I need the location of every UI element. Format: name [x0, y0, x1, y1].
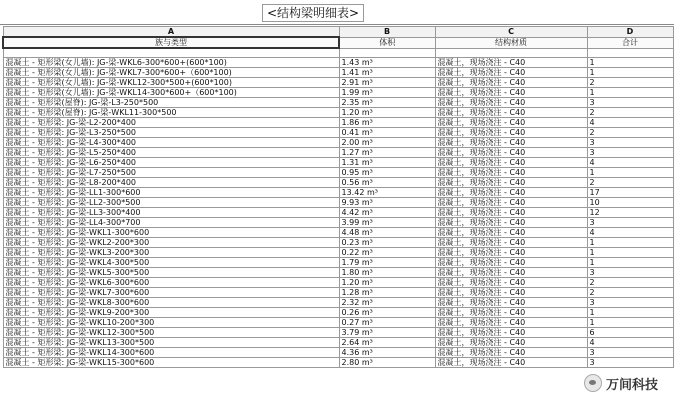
- cell-volume[interactable]: 13.42 m³: [339, 188, 435, 198]
- cell-count[interactable]: 1: [587, 238, 673, 248]
- cell-volume[interactable]: 1.31 m³: [339, 158, 435, 168]
- cell-material[interactable]: 混凝土，现场浇注 - C40: [435, 298, 587, 308]
- table-row[interactable]: [3, 208, 673, 218]
- cell-volume[interactable]: 2.35 m³: [339, 98, 435, 108]
- cell-count[interactable]: 1: [587, 88, 673, 98]
- cell-material[interactable]: 混凝土，现场浇注 - C40: [435, 138, 587, 148]
- cell-family-type[interactable]: 混凝土 - 矩形梁: JG-梁-WKL7-300*600: [3, 288, 339, 298]
- table-row[interactable]: [3, 78, 673, 88]
- cell-family-type[interactable]: 混凝土 - 矩形梁: JG-梁-WKL10-200*300: [3, 318, 339, 328]
- cell-count[interactable]: 12: [587, 208, 673, 218]
- cell-family-type[interactable]: 混凝土 - 矩形梁: JG-梁-L6-250*400: [3, 158, 339, 168]
- table-row[interactable]: [3, 218, 673, 228]
- cell-family-type[interactable]: 混凝土 - 矩形梁: JG-梁-L4-300*400: [3, 138, 339, 148]
- cell-volume[interactable]: 0.26 m³: [339, 308, 435, 318]
- cell-count[interactable]: 3: [587, 358, 673, 368]
- cell-count[interactable]: 2: [587, 108, 673, 118]
- cell-family-type[interactable]: 混凝土 - 矩形梁: JG-梁-WKL6-300*600: [3, 278, 339, 288]
- cell-family-type[interactable]: 混凝土 - 矩形梁: JG-梁-WKL2-200*300: [3, 238, 339, 248]
- schedule-title: <结构梁明细表>: [262, 4, 364, 22]
- table-row[interactable]: [3, 148, 673, 158]
- table-row[interactable]: [3, 58, 673, 68]
- cell-family-type[interactable]: 混凝土 - 矩形梁: JG-梁-WKL1-300*600: [3, 228, 339, 238]
- cell-material[interactable]: 混凝土，现场浇注 - C40: [435, 188, 587, 198]
- cell-count[interactable]: 2: [587, 178, 673, 188]
- table-row[interactable]: [3, 248, 673, 258]
- cell-volume[interactable]: 1.86 m³: [339, 118, 435, 128]
- cell-volume[interactable]: 1.20 m³: [339, 278, 435, 288]
- cell-family-type[interactable]: 混凝土 - 矩形梁: JG-梁-WKL8-300*600: [3, 298, 339, 308]
- cell-material[interactable]: 混凝土，现场浇注 - C40: [435, 268, 587, 278]
- cell-volume[interactable]: 4.48 m³: [339, 228, 435, 238]
- cell-count[interactable]: 4: [587, 118, 673, 128]
- cell-count[interactable]: 1: [587, 248, 673, 258]
- table-row[interactable]: [3, 288, 673, 298]
- table-row[interactable]: [3, 98, 673, 108]
- header-material[interactable]: 结构材质: [435, 37, 587, 48]
- table-row[interactable]: [3, 268, 673, 278]
- cell-material[interactable]: 混凝土，现场浇注 - C40: [435, 58, 587, 68]
- cell-material[interactable]: 混凝土，现场浇注 - C40: [435, 78, 587, 88]
- cell-family-type[interactable]: 混凝土 - 矩形梁: JG-梁-LL2-300*500: [3, 198, 339, 208]
- cell-count[interactable]: 6: [587, 328, 673, 338]
- cell-material[interactable]: 混凝土，现场浇注 - C40: [435, 248, 587, 258]
- cell-family-type[interactable]: 混凝土 - 矩形梁: JG-梁-WKL14-300*600: [3, 348, 339, 358]
- cell-material[interactable]: 混凝土，现场浇注 - C40: [435, 218, 587, 228]
- cell-material[interactable]: 混凝土，现场浇注 - C40: [435, 308, 587, 318]
- table-row[interactable]: [3, 178, 673, 188]
- cell-family-type[interactable]: 混凝土 - 矩形梁(女儿墙): JG-梁-WKL6-300*600+(600*100): [3, 58, 339, 68]
- cell-family-type[interactable]: 混凝土 - 矩形梁: JG-梁-L5-250*400: [3, 148, 339, 158]
- table-row[interactable]: [3, 308, 673, 318]
- wechat-icon: [584, 374, 602, 392]
- table-row[interactable]: [3, 318, 673, 328]
- cell-material[interactable]: 混凝土，现场浇注 - C40: [435, 348, 587, 358]
- cell-count[interactable]: 10: [587, 198, 673, 208]
- cell-count[interactable]: 1: [587, 168, 673, 178]
- cell-material[interactable]: 混凝土，现场浇注 - C40: [435, 158, 587, 168]
- column-letter[interactable]: B: [339, 27, 435, 38]
- cell-count[interactable]: 1: [587, 318, 673, 328]
- cell-family-type[interactable]: 混凝土 - 矩形梁: JG-梁-WKL3-200*300: [3, 248, 339, 258]
- cell-family-type[interactable]: 混凝土 - 矩形梁(屋脊): JG-梁-WKL11-300*500: [3, 108, 339, 118]
- watermark-text: 万间科技: [605, 377, 658, 393]
- table-row[interactable]: [3, 358, 673, 368]
- cell-count[interactable]: 3: [587, 298, 673, 308]
- cell-family-type[interactable]: 混凝土 - 矩形梁: JG-梁-WKL9-200*300: [3, 308, 339, 318]
- cell-volume[interactable]: 3.99 m³: [339, 218, 435, 228]
- cell-count[interactable]: 1: [587, 308, 673, 318]
- table-row[interactable]: [3, 278, 673, 288]
- cell-material[interactable]: 混凝土，现场浇注 - C40: [435, 338, 587, 348]
- cell-volume[interactable]: 2.64 m³: [339, 338, 435, 348]
- cell-material[interactable]: 混凝土，现场浇注 - C40: [435, 178, 587, 188]
- cell-material[interactable]: 混凝土，现场浇注 - C40: [435, 108, 587, 118]
- cell-family-type[interactable]: 混凝土 - 矩形梁: JG-梁-WKL15-300*600: [3, 358, 339, 368]
- table-row[interactable]: [3, 128, 673, 138]
- cell-family-type[interactable]: 混凝土 - 矩形梁: JG-梁-WKL12-300*500: [3, 328, 339, 338]
- table-row[interactable]: [3, 188, 673, 198]
- column-letter[interactable]: C: [435, 27, 587, 38]
- cell-volume[interactable]: 1.99 m³: [339, 88, 435, 98]
- table-row[interactable]: [3, 168, 673, 178]
- cell-count[interactable]: 4: [587, 228, 673, 238]
- cell-count[interactable]: 2: [587, 128, 673, 138]
- cell-family-type[interactable]: 混凝土 - 矩形梁(女儿墙): JG-梁-WKL12-300*500+(600*100): [3, 78, 339, 88]
- header-row: [3, 37, 673, 48]
- spacer-cell: [435, 48, 587, 58]
- cell-material[interactable]: 混凝土，现场浇注 - C40: [435, 358, 587, 368]
- cell-material[interactable]: 混凝土，现场浇注 - C40: [435, 318, 587, 328]
- cell-family-type[interactable]: 混凝土 - 矩形梁: JG-梁-L7-250*500: [3, 168, 339, 178]
- cell-material[interactable]: 混凝土，现场浇注 - C40: [435, 228, 587, 238]
- spacer-row: [3, 48, 673, 58]
- cell-family-type[interactable]: 混凝土 - 矩形梁: JG-梁-WKL5-300*500: [3, 268, 339, 278]
- cell-count[interactable]: 2: [587, 278, 673, 288]
- table-row[interactable]: [3, 328, 673, 338]
- cell-count[interactable]: 3: [587, 98, 673, 108]
- table-row[interactable]: [3, 298, 673, 308]
- cell-volume[interactable]: 9.93 m³: [339, 198, 435, 208]
- cell-material[interactable]: 混凝土，现场浇注 - C40: [435, 98, 587, 108]
- watermark: [580, 372, 662, 394]
- cell-volume[interactable]: 0.27 m³: [339, 318, 435, 328]
- cell-volume[interactable]: 1.20 m³: [339, 108, 435, 118]
- cell-volume[interactable]: 4.42 m³: [339, 208, 435, 218]
- cell-family-type[interactable]: 混凝土 - 矩形梁(女儿墙): JG-梁-WKL14-300*600+（600*100): [3, 88, 339, 98]
- cell-material[interactable]: 混凝土，现场浇注 - C40: [435, 238, 587, 248]
- column-letter[interactable]: D: [587, 27, 673, 38]
- table-row[interactable]: [3, 238, 673, 248]
- cell-count[interactable]: 2: [587, 78, 673, 88]
- cell-count[interactable]: 1: [587, 58, 673, 68]
- cell-count[interactable]: 3: [587, 348, 673, 358]
- table-row[interactable]: [3, 118, 673, 128]
- cell-volume[interactable]: 0.56 m³: [339, 178, 435, 188]
- header-count[interactable]: 合计: [587, 37, 673, 48]
- cell-family-type[interactable]: 混凝土 - 矩形梁: JG-梁-L3-250*500: [3, 128, 339, 138]
- cell-volume[interactable]: 2.91 m³: [339, 78, 435, 88]
- cell-volume[interactable]: 0.41 m³: [339, 128, 435, 138]
- cell-family-type[interactable]: 混凝土 - 矩形梁: JG-梁-L2-200*400: [3, 118, 339, 128]
- cell-volume[interactable]: 0.95 m³: [339, 168, 435, 178]
- cell-volume[interactable]: 1.79 m³: [339, 258, 435, 268]
- cell-material[interactable]: 混凝土，现场浇注 - C40: [435, 208, 587, 218]
- cell-material[interactable]: 混凝土，现场浇注 - C40: [435, 328, 587, 338]
- header-family-type[interactable]: 族与类型: [3, 37, 339, 48]
- cell-volume[interactable]: 0.22 m³: [339, 248, 435, 258]
- schedule-title-bar: [0, 0, 674, 25]
- table-row[interactable]: [3, 338, 673, 348]
- column-letter-row: [3, 27, 673, 38]
- cell-count[interactable]: 1: [587, 258, 673, 268]
- cell-count[interactable]: 1: [587, 68, 673, 78]
- cell-material[interactable]: 混凝土，现场浇注 - C40: [435, 128, 587, 138]
- cell-count[interactable]: 17: [587, 188, 673, 198]
- cell-material[interactable]: 混凝土，现场浇注 - C40: [435, 278, 587, 288]
- cell-material[interactable]: 混凝土，现场浇注 - C40: [435, 288, 587, 298]
- table-row[interactable]: [3, 88, 673, 98]
- cell-material[interactable]: 混凝土，现场浇注 - C40: [435, 168, 587, 178]
- cell-family-type[interactable]: 混凝土 - 矩形梁: JG-梁-L8-200*400: [3, 178, 339, 188]
- cell-material[interactable]: 混凝土，现场浇注 - C40: [435, 258, 587, 268]
- cell-material[interactable]: 混凝土，现场浇注 - C40: [435, 88, 587, 98]
- cell-family-type[interactable]: 混凝土 - 矩形梁: JG-梁-WKL13-300*500: [3, 338, 339, 348]
- table-row[interactable]: [3, 108, 673, 118]
- cell-count[interactable]: 4: [587, 338, 673, 348]
- spacer-cell: [587, 48, 673, 58]
- schedule-table: [2, 26, 674, 368]
- cell-volume[interactable]: 2.00 m³: [339, 138, 435, 148]
- cell-material[interactable]: 混凝土，现场浇注 - C40: [435, 198, 587, 208]
- spacer-cell: [3, 48, 339, 58]
- cell-family-type[interactable]: 混凝土 - 矩形梁: JG-梁-WKL4-300*500: [3, 258, 339, 268]
- table-row[interactable]: [3, 68, 673, 78]
- cell-family-type[interactable]: 混凝土 - 矩形梁: JG-梁-LL1-300*600: [3, 188, 339, 198]
- cell-count[interactable]: 3: [587, 218, 673, 228]
- cell-volume[interactable]: 1.80 m³: [339, 268, 435, 278]
- cell-volume[interactable]: 1.41 m³: [339, 68, 435, 78]
- table-row[interactable]: [3, 258, 673, 268]
- table-row[interactable]: [3, 228, 673, 238]
- cell-volume[interactable]: 0.23 m³: [339, 238, 435, 248]
- cell-volume[interactable]: 4.36 m³: [339, 348, 435, 358]
- cell-family-type[interactable]: 混凝土 - 矩形梁(屋脊): JG-梁-L3-250*500: [3, 98, 339, 108]
- spacer-cell: [339, 48, 435, 58]
- header-volume[interactable]: 体积: [339, 37, 435, 48]
- cell-count[interactable]: 3: [587, 268, 673, 278]
- table-row[interactable]: [3, 348, 673, 358]
- cell-count[interactable]: 2: [587, 288, 673, 298]
- cell-volume[interactable]: 1.28 m³: [339, 288, 435, 298]
- table-row[interactable]: [3, 138, 673, 148]
- cell-family-type[interactable]: 混凝土 - 矩形梁: JG-梁-LL3-300*400: [3, 208, 339, 218]
- cell-count[interactable]: 3: [587, 138, 673, 148]
- cell-volume[interactable]: 1.27 m³: [339, 148, 435, 158]
- cell-count[interactable]: 3: [587, 148, 673, 158]
- cell-volume[interactable]: 2.80 m³: [339, 358, 435, 368]
- cell-family-type[interactable]: 混凝土 - 矩形梁: JG-梁-LL4-300*700: [3, 218, 339, 228]
- cell-material[interactable]: 混凝土，现场浇注 - C40: [435, 148, 587, 158]
- table-row[interactable]: [3, 198, 673, 208]
- column-letter[interactable]: A: [3, 27, 339, 38]
- cell-volume[interactable]: 2.32 m³: [339, 298, 435, 308]
- cell-count[interactable]: 4: [587, 158, 673, 168]
- table-row[interactable]: [3, 158, 673, 168]
- cell-material[interactable]: 混凝土，现场浇注 - C40: [435, 118, 587, 128]
- cell-volume[interactable]: 3.79 m³: [339, 328, 435, 338]
- cell-volume[interactable]: 1.43 m³: [339, 58, 435, 68]
- cell-family-type[interactable]: 混凝土 - 矩形梁(女儿墙): JG-梁-WKL7-300*600+（600*100): [3, 68, 339, 78]
- cell-material[interactable]: 混凝土，现场浇注 - C40: [435, 68, 587, 78]
